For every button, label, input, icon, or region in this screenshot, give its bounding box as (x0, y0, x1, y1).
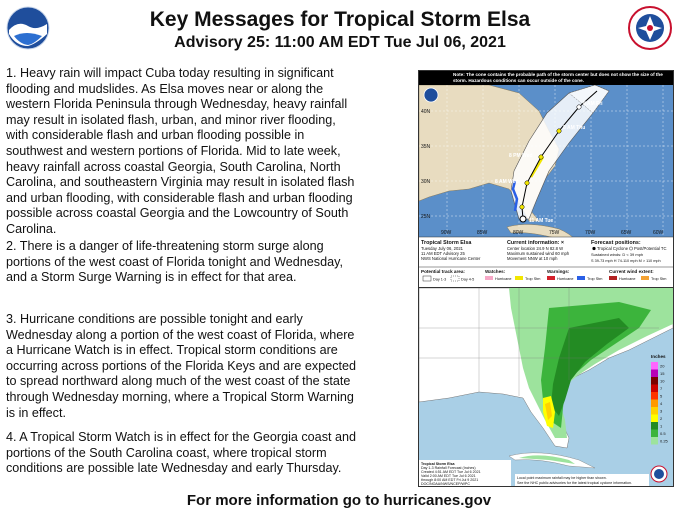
lat-label: 35N (421, 144, 431, 150)
legend-item: Trop Stm (525, 277, 541, 281)
rain-scale-label: 5 (660, 393, 663, 399)
legend-warnings-title: Warnings: (547, 269, 570, 274)
rain-scale-label: 0.25 (660, 438, 668, 444)
forecast-title: Forecast positions: (591, 240, 641, 246)
current-info: Maximum sustained wind 60 mph (507, 251, 570, 256)
rain-note: See the NHC public advisories for the latest tropical cyclone information. (517, 481, 633, 485)
rain-scale-swatch (651, 415, 658, 423)
key-message-4: 4. A Tropical Storm Watch is in effect for the Georgia coast and portions of the South Carolina coast, where tropical storm conditions are possible late Wednesday and early Thursday. (6, 430, 356, 476)
rain-scale-label: 3 (660, 408, 663, 414)
forecast-cone-map (418, 70, 674, 288)
storm-info: NWS National Hurricane Center (421, 256, 481, 261)
lon-label: 90W (441, 230, 452, 236)
key-message-3: 3. Hurricane conditions are possible tonight and early Wednesday along a portion of the west coast of Florida, where a Hurricane Watch is in effect. Tropical storm conditions are occurring across portions of the Florida Keys and are expected to spread northward along much of the west coast of the state through Wednesday morning, where a Tropical Storm Warning is in effect. (6, 312, 357, 420)
rain-scale-label: 7 (660, 386, 663, 391)
lon-label: 85W (477, 230, 488, 236)
forecast-item: Tropical Cyclone (597, 246, 629, 251)
legend-item: Hurricane (619, 277, 636, 281)
legend-item: Hurricane (557, 277, 574, 281)
lon-label: 75W (549, 230, 560, 236)
rain-scale-swatch (651, 437, 658, 445)
legend-item: Trop Stm (651, 277, 667, 281)
rain-caption: Created 4:51 AM EDT Tue Jul 6 2021 (421, 470, 481, 474)
rain-caption: Valid 2:00 AM EDT Tue Jul 6 2021 (421, 474, 476, 478)
rain-scale-swatch (651, 422, 658, 430)
rain-scale-swatch (651, 362, 658, 370)
legend-item: Trop Stm (587, 277, 603, 281)
lat-label: 40N (421, 109, 431, 115)
legend-track-title: Potential track area: (421, 269, 465, 274)
storm-info: Tuesday July 06, 2021 (421, 246, 463, 251)
legend-item: Day 1-3 (433, 277, 447, 282)
key-message-2: 2. There is a danger of life-threatening storm surge along portions of the west coast of Florida tonight and Wednesday, and a Storm Surge Warning is in effect for that area. (6, 239, 343, 285)
rainfall-forecast-map (418, 287, 674, 487)
lon-label: 65W (621, 230, 632, 236)
lon-label: 70W (585, 230, 596, 236)
key-message-1: 1. Heavy rain will impact Cuba today resulting in significant flooding and mudslides. As Elsa moves near or along the western Florida Peninsula through Wednesday, heavy rainfall may result in isolated flash, urban, and minor river flooding, with considerable flash and urban flooding possible in southwest and western portions of Florida. Mid to late week, heavy rainfall across coastal Georgia, South Carolina, North Carolina, and southeastern Virginia may result in isolated flash and urban flooding, with considerable flash and urban flooding possible across coastal Georgia and the Lowcountry of South Carolina. (6, 66, 355, 236)
nws-logo (628, 6, 672, 50)
legend-item: Hurricane (495, 277, 512, 281)
rain-scale-swatch (651, 370, 658, 378)
rain-note: Local point maximum rainfall may be higher than shown. (517, 476, 607, 480)
rain-scale-swatch (651, 377, 658, 385)
rain-caption: Day 1-3 Rainfall Forecast (Inches) (421, 466, 476, 470)
rain-scale-label: 0.5 (660, 431, 666, 436)
rain-scale-swatch (651, 392, 658, 400)
current-info-title: Current information: × (507, 240, 565, 246)
rain-scale-label: 2 (660, 416, 663, 421)
winds-line: Sustained winds: D < 39 mph (591, 252, 644, 257)
noaa-logo (6, 6, 50, 50)
track-label: 11 AM Tue (529, 218, 554, 224)
legend-wind-title: Current wind extent: (609, 269, 654, 274)
lon-label: 80W (513, 230, 524, 236)
legend-item: Day 4-5 (461, 277, 475, 282)
track-label: 8 PM Wed (509, 153, 533, 159)
legend-watches-title: Watches: (485, 269, 506, 274)
cone-note: Note: The cone contains the probable path of the storm center but does not show the size of the storm. Hazardous conditions can occur outside of the cone. (453, 72, 663, 83)
rain-scale-swatch (651, 400, 658, 408)
forecast-item: Post/Potential TC (634, 246, 667, 251)
page-title: Key Messages for Tropical Storm Elsa (149, 8, 531, 31)
track-label: 8 AM Thu (563, 125, 586, 131)
rain-caption: DOC/NOAA/NWS/NCEP/WPC (421, 482, 470, 486)
rain-legend-title: Inches (651, 354, 666, 359)
track-label: 8 AM Wed (495, 179, 519, 185)
rain-scale-swatch (651, 385, 658, 393)
lon-label: 60W (653, 230, 664, 236)
current-info: Center location 24.9 N 82.8 W (507, 246, 564, 251)
lat-label: 25N (421, 214, 431, 220)
current-info: Movement NNW at 10 mph (507, 256, 558, 261)
track-label: 8 AM Fri (583, 101, 603, 107)
advisory-subtitle: Advisory 25: 11:00 AM EDT Tue Jul 06, 2021 (174, 34, 506, 51)
winds-line: S 39-73 mph H 74-110 mph M > 110 mph (591, 259, 661, 263)
lat-label: 30N (421, 179, 431, 185)
rain-scale-swatch (651, 430, 658, 438)
storm-info: 11 AM EDT Advisory 25 (421, 251, 465, 256)
rain-caption: Tropical Storm Elsa (421, 462, 455, 466)
rain-scale-label: 1 (660, 423, 663, 429)
rain-scale-swatch (651, 407, 658, 415)
rain-scale-label: 4 (660, 401, 663, 406)
footer-link[interactable]: For more information go to hurricanes.gov (186, 492, 492, 509)
rain-scale-label: 10 (660, 378, 665, 384)
rain-scale-label: 15 (660, 371, 665, 376)
rain-scale-label: 20 (660, 363, 665, 369)
rain-caption: through 8:00 AM EDT Fri Jul 9 2021 (421, 478, 479, 482)
storm-title: Tropical Storm Elsa (421, 240, 472, 246)
